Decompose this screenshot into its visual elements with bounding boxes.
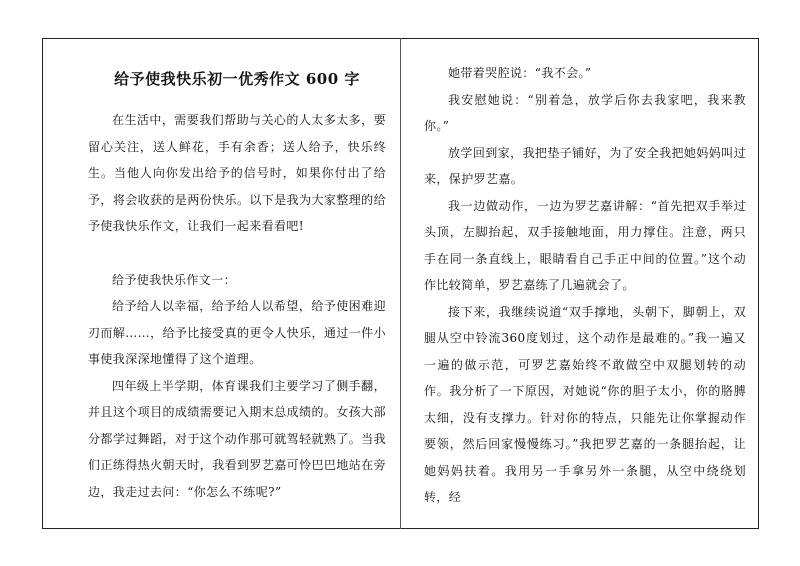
right-column: [424, 38, 746, 529]
spacer: [88, 240, 386, 259]
article-title: 给予使我快乐初一优秀作文 600 字: [114, 70, 360, 88]
body-paragraph: 我安慰她说：“别着急，放学后你去我家吧，我来教你。”: [424, 92, 746, 133]
body-paragraph: 给予给人以幸福，给予给人以希望，给予使困难迎刃而解……，给予比接受真的更令人快乐，通过一件小事使我深深地懂得了这个道理。: [88, 299, 386, 366]
body-paragraph: 接下来，我继续说道“双手撑地，头朝下，脚朝上，双腿从空中铃流360度划过，这个动作是最难的。”我一遍又一遍的做示范，可罗艺嘉始终不敢做空中双腿划转的动作。我分析了一下原因，对她说“你的胆子太小，你的胳膊太细，没有支撑力。针对你的特点，只能先让你掌握动作要领，然后回家慢慢练习。”我把罗艺嘉的一条腿抬起，让她妈妈扶着。我用另一手拿另外一条腿，从空中绕绕划转，经: [424, 304, 746, 504]
body-paragraph: 她带着哭腔说：“我不会。”: [448, 66, 592, 80]
section-heading: 给予使我快乐作文一：: [112, 272, 237, 287]
body-paragraph: 放学回到家，我把垫子铺好，为了安全我把她妈妈叫过来，保护罗艺嘉。: [424, 145, 746, 186]
body-paragraph: 我一边做动作，一边为罗艺嘉讲解：“首先把双手举过头顶，左脚抬起，双手接触地面，用力撑住。注意，两只手在同一条直线上，眼睛看自己手正中间的位置。”这个动作比较简单，罗艺嘉练了几遍就会了。: [424, 198, 746, 292]
column-divider: [400, 38, 401, 529]
left-column: [88, 38, 386, 529]
intro-paragraph: 在生活中，需要我们帮助与关心的人太多太多，要留心关注，送人鲜花，手有余香；送人给予，快乐终生。当他人向你发出给予的信号时，如果你付出了给予，将会收获的是两份快乐。以下是我为大家整理的给予使我快乐作文，让我们一起来看看吧!: [88, 113, 386, 233]
body-paragraph: 四年级上半学期，体育课我们主要学习了侧手翻，并且这个项目的成绩需要记入期末总成绩的。女孩大部分都学过舞蹈，对于这个动作那可就驾轻就熟了。当我们正练得热火朝天时，我看到罗艺嘉可怜巴巴地站在旁边，我走过去问：“你怎么不练呢?”: [88, 378, 386, 499]
